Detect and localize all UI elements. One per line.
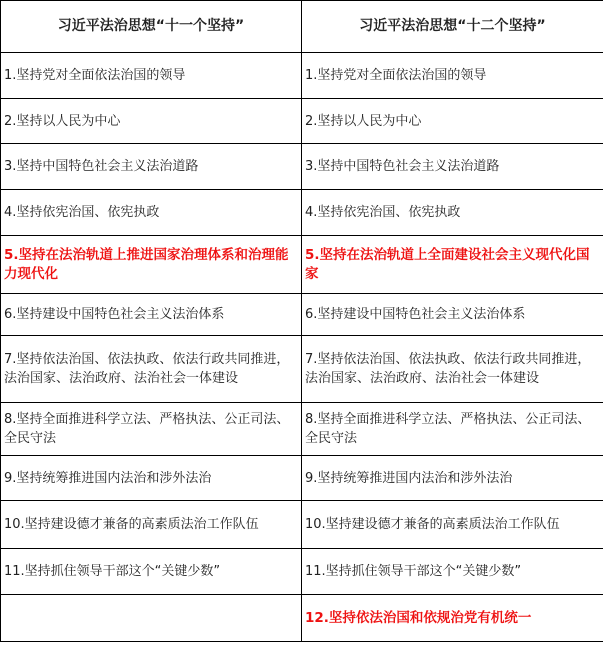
table-row bbox=[1, 403, 603, 456]
header-twelve-persistences: 习近平法治思想“十二个坚持” bbox=[302, 1, 603, 53]
table-row bbox=[1, 501, 603, 549]
cell-right: 11.坚持抓住领导干部这个“关键少数” bbox=[302, 549, 603, 595]
cell-right: 7.坚持依法治国、依法执政、依法行政共同推进，法治国家、法治政府、法治社会一体建设 bbox=[302, 336, 603, 403]
cell-right: 8.坚持全面推进科学立法、严格执法、公正司法、全民守法 bbox=[302, 403, 603, 456]
cell-right: 9.坚持统筹推进国内法治和涉外法治 bbox=[302, 456, 603, 501]
cell-left: 3.坚持中国特色社会主义法治道路 bbox=[1, 144, 302, 190]
table-row bbox=[1, 190, 603, 236]
cell-right: 6.坚持建设中国特色社会主义法治体系 bbox=[302, 294, 603, 336]
cell-right-highlighted: 5.坚持在法治轨道上全面建设社会主义现代化国家 bbox=[302, 236, 603, 294]
cell-left-highlighted: 5.坚持在法治轨道上推进国家治理体系和治理能力现代化 bbox=[1, 236, 302, 294]
table-row bbox=[1, 456, 603, 501]
cell-left: 8.坚持全面推进科学立法、严格执法、公正司法、全民守法 bbox=[1, 403, 302, 456]
cell-right: 4.坚持依宪治国、依宪执政 bbox=[302, 190, 603, 236]
table-row bbox=[1, 336, 603, 403]
cell-left: 10.坚持建设德才兼备的高素质法治工作队伍 bbox=[1, 501, 302, 549]
cell-right: 10.坚持建设德才兼备的高素质法治工作队伍 bbox=[302, 501, 603, 549]
cell-left: 4.坚持依宪治国、依宪执政 bbox=[1, 190, 302, 236]
table-row bbox=[1, 549, 603, 595]
cell-left: 7.坚持依法治国、依法执政、依法行政共同推进，法治国家、法治政府、法治社会一体建设 bbox=[1, 336, 302, 403]
table-row bbox=[1, 53, 603, 99]
cell-left: 11.坚持抓住领导干部这个“关键少数” bbox=[1, 549, 302, 595]
table-row bbox=[1, 99, 603, 144]
cell-right: 1.坚持党对全面依法治国的领导 bbox=[302, 53, 603, 99]
table-row-highlighted bbox=[1, 236, 603, 294]
table-row-new-item bbox=[1, 595, 603, 642]
cell-right: 2.坚持以人民为中心 bbox=[302, 99, 603, 144]
table-row bbox=[1, 144, 603, 190]
table-row bbox=[1, 294, 603, 336]
cell-left: 2.坚持以人民为中心 bbox=[1, 99, 302, 144]
cell-left: 1.坚持党对全面依法治国的领导 bbox=[1, 53, 302, 99]
cell-left: 6.坚持建设中国特色社会主义法治体系 bbox=[1, 294, 302, 336]
header-row bbox=[1, 1, 603, 53]
cell-right-highlighted: 12.坚持依法治国和依规治党有机统一 bbox=[302, 595, 603, 642]
header-eleven-persistences: 习近平法治思想“十一个坚持” bbox=[1, 1, 302, 53]
cell-left-empty bbox=[1, 595, 302, 642]
cell-left: 9.坚持统筹推进国内法治和涉外法治 bbox=[1, 456, 302, 501]
cell-right: 3.坚持中国特色社会主义法治道路 bbox=[302, 144, 603, 190]
